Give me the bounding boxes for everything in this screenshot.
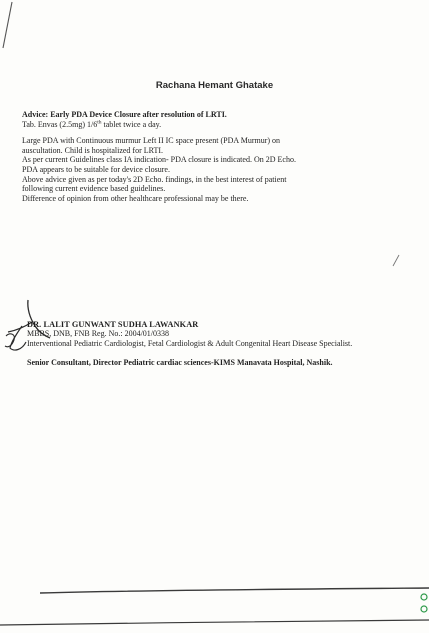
doctor-position: Senior Consultant, Director Pediatric cardiac sciences-KIMS Manavata Hospital, Nashik. [27, 358, 333, 368]
scan-tick-mark [390, 254, 402, 268]
advice-heading: Advice: Early PDA Device Closure after resolution of LRTI. [22, 110, 227, 119]
doctor-qualifications: MBBS, DNB, FNB Reg. No.: 2004/01/0338 [27, 329, 170, 339]
note-line: Above advice given as per today's 2D Echo. findings, in the best interest of patient [22, 174, 287, 184]
note-line: auscultation. Child is hospitalized for LRTI. [22, 145, 164, 155]
scan-mark-top-left [0, 0, 20, 60]
note-line: following current evidence based guidelines. [22, 184, 166, 194]
doctor-block [27, 320, 419, 368]
note-line: As per current Guidelines class IA indication- PDA closure is indicated. On 2D Echo. [22, 155, 296, 165]
advice-section [22, 110, 412, 203]
doctor-specialization: Interventional Pediatric Cardiologist, Fetal Cardiologist & Adult Congenital Heart Disease Specialist. [27, 338, 353, 348]
medication-line [22, 120, 412, 130]
note-line: Large PDA with Continuous murmur Left II IC space present (PDA Murmur) on [22, 136, 281, 146]
patient-name: Rachana Hemant Ghatake [155, 80, 274, 91]
medication-dose: tablet twice a day. [101, 119, 162, 129]
scan-bottom-edge [0, 583, 429, 633]
note-line: PDA appears to be suitable for device closure. [22, 164, 170, 174]
medication-superscript: th [97, 118, 102, 125]
note-line: Difference of opinion from other healthcare professional may be there. [22, 193, 249, 203]
medication-text: Tab. Envas (2.5mg) 1/6 [22, 119, 98, 129]
doctor-name: DR. LALIT GUNWANT SUDHA LAWANKAR [27, 320, 199, 329]
